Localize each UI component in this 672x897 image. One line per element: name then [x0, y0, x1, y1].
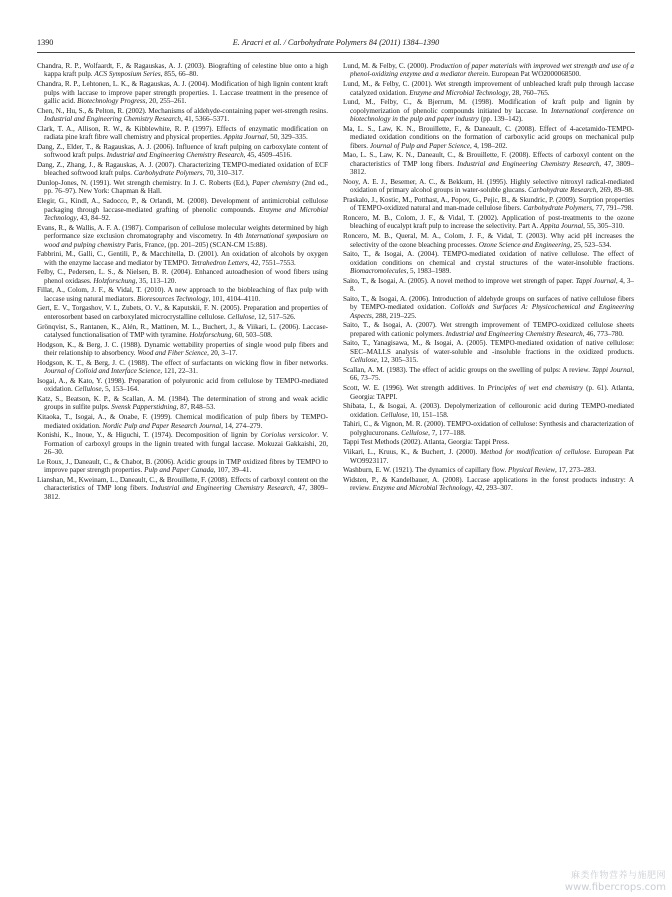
reference-text: Dang, Z., Zhang, J., & Ragauskas, A. J. (2007). Characterizing TEMPO-mediated oxidation of ECF bleached softwood kraft pulps. — [37, 160, 328, 178]
watermark-text: 麻类作物营养与施肥网 — [570, 871, 666, 881]
watermark-url: www.fibercrops.com — [564, 882, 666, 893]
reference-text: Grönqvist, S., Rantanen, K., Alén, R., Mattinen, M. L., Buchert, J., & Viikari, L. (2006). Laccase-catalysed functionalisation of TMP with tyramine. — [37, 322, 328, 340]
reference-entry — [343, 339, 634, 364]
reference-text: Scallan, A. M. (1983). The effect of acidic groups on the swelling of pulps: A review. — [343, 366, 592, 375]
journal-citation: E. Aracri et al. / Carbohydrate Polymers 84 (2011) 1384–1390 — [232, 38, 440, 47]
reference-entry — [343, 151, 634, 176]
reference-details: , 5, 1983–1989. — [406, 267, 452, 276]
reference-source: Method for modification of cellulose — [480, 448, 590, 457]
page-number: 1390 — [37, 38, 54, 47]
reference-text: Gert, E. V., Torgashov, V. I., Zubets, O. V., & Kaputskii, F. N. (2005). Preparation and properties of enterosorbent based on carboxylated microcrystalline cellulose. — [37, 304, 328, 321]
reference-source: Appita Journal — [540, 222, 584, 231]
reference-entry — [343, 448, 634, 465]
reference-text: Konishi, K., Inoue, Y., & Higuchi, T. (1974). Decomposition of lignin by — [37, 431, 261, 440]
reference-entry — [343, 214, 634, 231]
reference-entry — [343, 402, 634, 419]
reference-details: , 70, 310–317. — [202, 169, 244, 178]
reference-details: , 35, 113–120. — [135, 276, 177, 285]
reference-details: , 25, 523–534. — [570, 240, 612, 249]
reference-source: Pulp and Paper Canada — [144, 466, 214, 475]
reference-details: , 288, 219–225. — [371, 311, 417, 320]
reference-details: , 87, R48–53. — [176, 403, 216, 412]
reference-source: Enzyme and Microbial Technology — [44, 205, 328, 223]
reference-entry — [343, 232, 634, 249]
reference-source: Journal of Colloid and Interface Science — [44, 367, 161, 376]
reference-entry — [343, 178, 634, 195]
reference-details: , 47, 3809–3812. — [350, 159, 634, 177]
reference-text: Lund, M., & Felby, C. (2001). Wet strength improvement of unbleached kraft pulp through laccase catalyzed oxidation. — [343, 80, 634, 97]
reference-text: Saito, T., & Isogai, A. (2007). Wet strength improvement of TEMPO-oxidized cellulose sheets prepared with cationic polymers. — [343, 321, 634, 338]
reference-text: Tahiri, C., & Vignon, M. R. (2000). TEMPO-oxidation of cellulose: Synthesis and characterization of polyglucuronans. — [343, 420, 634, 437]
reference-source: Cellulose — [401, 428, 429, 437]
reference-entry — [343, 476, 634, 493]
reference-source: Tappi Journal — [591, 366, 633, 375]
reference-entry — [37, 323, 328, 340]
reference-details: , 10, 151–158. — [407, 410, 449, 419]
reference-text: Isogai, A., & Kato, Y. (1998). Preparation of polyuronic acid from cellulose by TEMPO-mediated oxidation. — [37, 376, 328, 394]
reference-details: , 855, 66–80. — [160, 70, 199, 79]
reference-text: Chandra, R. P., Wolfaardt, F., & Ragauskas, A. J. (2003). Biografting of celestine blue onto a high kappa kraft pulp. — [37, 62, 328, 79]
reference-text: Elegir, G., Kindl, A., Sadocco, P., & Orlandi, M. (2008). Development of antimicrobial cellulose packaging through laccase-mediated grafting of phenolic compounds. — [37, 197, 328, 214]
reference-details: , 12, 517–526. — [254, 312, 296, 321]
reference-text: Scott, W. E. (1996). Wet strength additives. In — [343, 384, 488, 393]
reference-text: Lund, M., Felby, C., & Bjerrum, M. (1998). Modification of kraft pulp and lignin by copolymerization of phenolic compounds initiated by laccase. In — [343, 98, 634, 115]
reference-details: . European Pat WO9923117. — [350, 448, 634, 465]
reference-details: , 101, 4104–4110. — [208, 294, 261, 303]
reference-details: , 50, 329–335. — [266, 133, 308, 142]
reference-entry — [343, 125, 634, 150]
reference-source: Tappi Journal — [575, 276, 616, 285]
reference-source: Biomacromolecules — [350, 267, 407, 276]
reference-text: Hodgson, K., & Berg, J. C. (1988). Dynamic wettability properties of single wood pulp fibers and their relationship to absorbency. — [37, 340, 328, 358]
reference-details: . European Pat WO2000068500. — [487, 70, 581, 79]
reference-source: Appita Journal — [223, 133, 267, 142]
reference-entry — [37, 377, 328, 394]
reference-text: Hodgson, K. T., & Berg, J. C. (1988). The effect of surfactants on wicking flow in fiber networks. — [37, 358, 328, 367]
reference-details: , 17, 273–283. — [555, 466, 597, 475]
reference-details: , 66, 73–75. — [350, 366, 634, 383]
references-left-column — [37, 62, 328, 502]
reference-text: Washburn, E. W. (1921). The dynamics of capillary flow. — [343, 466, 509, 475]
reference-text: Saito, T., Yanagisawa, M., & Isogai, A. (2005). TEMPO-mediated oxidation of native cellulose: SEC–MALLS analysis of water-soluble and -insoluble fractions in the oxidized products. — [343, 339, 634, 356]
reference-entry — [37, 413, 328, 430]
reference-text: Roncero, M. B., Queral, M. A., Colom, J. F., & Vidal, T. (2003). Why acid pH increases the selectivity of the ozone bleaching processes. — [343, 232, 634, 249]
reference-entry — [37, 197, 328, 222]
references-right-column — [343, 62, 634, 494]
reference-text: Lund, M. & Felby, C. (2000). — [343, 62, 431, 70]
reference-entry — [343, 196, 634, 213]
reference-source: Industrial and Engineering Chemistry Research — [106, 151, 244, 160]
reference-text: Nooy, A. E. J., Besemer, A. C., & Bekkum, H. (1995). Highly selective nitroxyl radical-mediated oxidation of primary alcohol groups in water-soluble glucans. — [343, 177, 634, 195]
reference-text: Shibata, I., & Isogai, A. (2003). Depolymerization of cellouronic acid during TEMPO-mediated oxidation. — [343, 402, 634, 419]
reference-details: , 7, 177–188. — [428, 428, 466, 437]
reference-entry — [37, 62, 328, 79]
reference-source: 4th International symposium on wood and pulping chemistry — [44, 232, 328, 249]
reference-details: , 269, 89–98. — [596, 186, 634, 195]
reference-entry — [37, 476, 328, 501]
reference-source: Svensk Papperstidning — [111, 403, 177, 412]
reference-source: Cellulose — [74, 385, 102, 394]
reference-details: . V. Formation of carboxyl groups in the lignin treated with fungal laccase. Mokuzai Gakkaishi, 20, 26–30. — [44, 431, 328, 457]
reference-entry — [37, 125, 328, 142]
reference-source: Nordic Pulp and Paper Research Journal — [102, 421, 222, 430]
reference-text: Fillat, A., Colom, J. F., & Vidal, T. (2010). A new approach to the biobleaching of flax pulp with laccase using natural mediators. — [37, 286, 328, 303]
reference-details: , 47, 3809–3812. — [44, 484, 328, 501]
reference-details: , 45, 4509–4516. — [243, 151, 292, 160]
reference-text: Viikari, L., Kruus, K., & Buchert, J. (2000). — [343, 448, 481, 457]
reference-source: Holzforschung — [189, 331, 232, 340]
reference-text: Felby, C., Pedersen, L. S., & Nielsen, B. R. (2004). Enhanced autoadhesion of wood fibers using phenol oxidases. — [37, 268, 328, 285]
reference-text: Evans, R., & Wallis, A. F. A. (1987). Comparison of cellulose molecular weights determined by high performance size exclusion chromatography and viscometry. In — [37, 223, 328, 241]
reference-source: Enzyme and Microbial Technology — [372, 484, 472, 493]
reference-source: Biotechnology Progress — [77, 97, 146, 105]
reference-text: Saito, T., & Isogai, A. (2005). A novel method to improve wet strength of paper. — [343, 276, 576, 285]
reference-source: Cellulose — [350, 356, 377, 365]
reference-entry — [37, 179, 328, 196]
reference-source: Tetrahedron Letters — [191, 258, 248, 267]
reference-entry — [343, 420, 634, 437]
reference-text: Saito, T., & Isogai, A. (2004). TEMPO-mediated oxidation of native cellulose. The effect of oxidation conditions on chemical and crystal structures of the water-insoluble fractions. — [343, 250, 634, 267]
reference-entry — [343, 384, 634, 401]
reference-text: Lianshan, M., Kweinam, L., Daneault, C., & Brouillette, F. (2008). Effects of carboxyl content on the characteristics of TMP long fibers. — [37, 475, 328, 493]
reference-details: , 28, 760–765. — [508, 88, 550, 97]
reference-text: Katz, S., Beatson, K. P., & Scallan, A. M. (1984). The determination of strong and weak acidic groups in sulfite pulps. — [37, 394, 328, 412]
reference-text: Clark, T. A., Allison, R. W., & Kibblewhite, R. P. (1997). Effects of enzymatic modification on radiata pine kraft fibre wall chemistry and physical properties. — [37, 124, 328, 142]
reference-details: (2nd ed., pp. 76–97). New York: Chapman & Hall. — [44, 179, 328, 196]
reference-entry — [343, 98, 634, 123]
reference-details: , 4, 3–8. — [350, 276, 634, 294]
reference-text: Mao, L. S., Law, K. N., Daneault, C., & Brouillette, F. (2008). Effects of carboxyl content on the characteristics of TMP long fibers. — [343, 151, 634, 168]
reference-entry — [343, 250, 634, 275]
reference-entry — [37, 304, 328, 321]
reference-details: , 60, 503–508. — [231, 331, 273, 340]
reference-entry — [343, 277, 634, 294]
reference-details: , 14, 274–279. — [221, 421, 263, 430]
reference-text: Chandra, R. P., Lehtonen, L. K., & Ragauskas, A. J. (2004). Modification of high lignin content kraft pulps with laccase to improve paper strength properties. 1. Laccase treatment in the presence of gallic acid. — [37, 80, 328, 105]
reference-details: , 4, 198–202. — [470, 141, 508, 150]
reference-text: Fabbrini, M., Galli, C., Gentili, P., & Macchitella, D. (2001). An oxidation of alcohols by oxygen with the enzyme laccase and mediator by TEMPO. — [37, 250, 328, 267]
watermark — [565, 871, 666, 893]
reference-entry — [37, 224, 328, 249]
reference-entry — [37, 107, 328, 124]
reference-details: , 42, 7551–7553. — [247, 258, 296, 267]
reference-details: , 20, 255–261. — [145, 97, 187, 105]
reference-source: Industrial and Engineering Chemistry Research — [445, 329, 583, 338]
reference-details: , 42, 293–307. — [471, 484, 513, 493]
reference-details: (pp. 139–142). — [478, 115, 523, 124]
reference-details: , 55, 305–310. — [583, 222, 625, 231]
reference-entry — [37, 359, 328, 376]
reference-details: , 121, 22–31. — [160, 367, 198, 376]
reference-text: Widsten, P., & Kandelbauer, A. (2008). Laccase applications in the forest products industry: A review. — [343, 475, 634, 493]
reference-text: Saito, T., & Isogai, A. (2006). Introduction of aldehyde groups on surfaces of native cellulose fibers by TEMPO-mediated oxidation. — [343, 294, 634, 312]
reference-entry — [343, 80, 634, 97]
reference-source: Carbohydrate Polymers — [133, 169, 203, 178]
reference-entry — [343, 295, 634, 320]
reference-source: Carbohydrate Polymers — [523, 204, 593, 213]
reference-entry — [343, 466, 634, 474]
reference-details: (p. 61). Atlanta, Georgia: TAPPI. — [350, 384, 634, 401]
reference-entry — [37, 161, 328, 178]
reference-entry — [343, 62, 634, 79]
reference-text: Le Roux, J., Daneault, C., & Chabot, B. (2006). Acidic groups in TMP oxidized fibres by TEMPO to improve paper strength properties. — [37, 457, 328, 475]
reference-source: Carbohydrate Research — [528, 186, 597, 195]
reference-text: Praskalo, J., Kostic, M., Potthast, A., Popov, G., Pejic, B., & Skundric, P. (2009). Sorption properties of TEMPO-oxidized natural and man-made cellulose fibers. — [343, 195, 634, 213]
reference-source: Bioresources Technology — [137, 294, 209, 303]
reference-source: International conference on biotechnology in the pulp and paper industry — [350, 106, 635, 124]
reference-details: , 77, 791–798. — [592, 204, 634, 213]
reference-entry — [37, 395, 328, 412]
reference-text: Dang, Z., Elder, T., & Ragauskas, A. J. (2006). Influence of kraft pulping on carboxylate content of softwood kraft pulps. — [37, 142, 328, 160]
reference-details: , 46, 773–780. — [582, 329, 624, 338]
reference-details: , 41, 5366–5371. — [180, 115, 230, 124]
reference-details: , 20, 3–17. — [207, 349, 238, 358]
reference-entry — [37, 80, 328, 105]
reference-details: , 5, 153–164. — [101, 385, 140, 394]
reference-source: Physical Review — [508, 466, 556, 475]
reference-source: Wood and Fiber Science — [137, 349, 208, 358]
reference-details: , 43, 84–92. — [76, 214, 111, 223]
reference-text: Tappi Test Methods (2002). Atlanta, Georgia: Tappi Press. — [343, 438, 510, 447]
reference-source: Industrial and Engineering Chemistry Research — [151, 484, 294, 493]
reference-source: Industrial and Engineering Chemistry Research — [457, 159, 600, 168]
reference-text: Dunlop-Jones, N. (1991). Wet strength chemistry. In J. C. Roberts (Ed.), — [37, 179, 253, 188]
reference-source: Production of paper materials with improved wet strength and use of a phenol-oxidizing enzyme and a mediator therein — [350, 62, 635, 79]
reference-source: Enzyme and Microbial Technology — [409, 88, 509, 97]
reference-source: Holzforschung — [93, 276, 136, 285]
reference-entry — [343, 438, 634, 446]
reference-entry — [343, 321, 634, 338]
reference-details: , 12, 305–315. — [376, 356, 419, 365]
reference-source: Principles of wet end chemistry — [487, 384, 583, 393]
reference-entry — [37, 250, 328, 267]
reference-details: , 107, 39–41. — [213, 466, 252, 475]
header-rule — [37, 52, 635, 53]
reference-source: ACS Symposium Series — [94, 70, 161, 79]
reference-details: Paris, France, (pp. 201–205) (SCAN-CM 15:88). — [125, 240, 268, 249]
reference-source: Ozone Science and Engineering — [478, 240, 571, 249]
reference-entry — [37, 458, 328, 475]
reference-text: Ma, L. S., Law, K. N., Brouillette, F., & Daneault, C. (2008). Effect of 4-acetamido-TEMPO-mediated oxidation conditions on the formation of carboxylic acid groups on mechanical pulp fibers. — [343, 124, 634, 150]
reference-source: Cellulose — [380, 410, 408, 419]
reference-source: Coriolus versicolor — [260, 431, 318, 440]
reference-text: Chen, N., Hu, S., & Pelton, R. (2002). Mechanisms of aldehyde-containing paper wet-strength resins. — [37, 106, 328, 115]
reference-entry — [37, 341, 328, 358]
reference-entry — [37, 286, 328, 303]
reference-text: Roncero, M. B., Colom, J. F., & Vidal, T. (2002). Application of post-treatments to the ozone bleaching of eucalypt kraft pulp to increase the selectivity. Part A. — [343, 214, 634, 231]
reference-source: Journal of Pulp and Paper Science — [369, 141, 470, 150]
reference-source: Colloids and Surfaces A: Physicochemical and Engineering Aspects — [350, 303, 635, 320]
reference-source: Cellulose — [227, 312, 255, 321]
reference-entry — [37, 268, 328, 285]
running-header — [37, 38, 635, 52]
reference-entry — [37, 431, 328, 456]
reference-source: Paper chemistry — [252, 179, 300, 188]
reference-entry — [37, 143, 328, 160]
reference-source: Industrial and Engineering Chemistry Research — [44, 115, 181, 124]
reference-entry — [343, 366, 634, 383]
reference-text: Kitaoka, T., Isogai, A., & Onabe, F. (1999). Chemical modification of pulp fibers by TEMPO-mediated oxidation. — [37, 413, 328, 430]
